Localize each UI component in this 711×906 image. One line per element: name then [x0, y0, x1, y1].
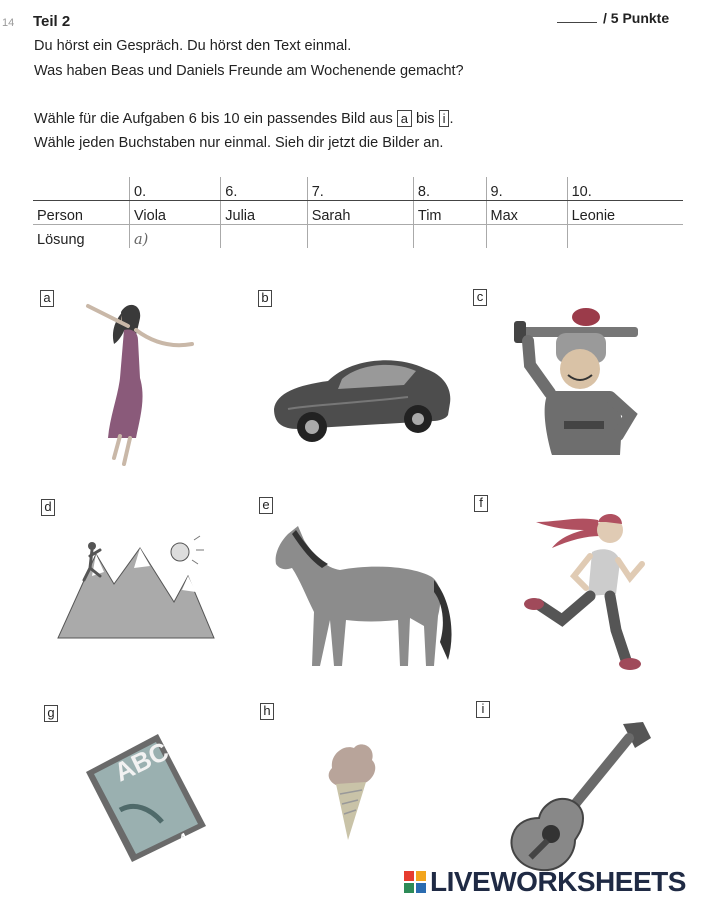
picture-label-b: b [258, 290, 272, 307]
solution-input-10[interactable] [567, 225, 683, 249]
picture-label-e: e [259, 497, 273, 514]
picture-label-c: c [473, 289, 487, 306]
table-row [33, 225, 683, 249]
table-row [33, 201, 683, 225]
ice-cream-image [322, 738, 382, 842]
task-number: 8. [413, 177, 486, 201]
person-name: Sarah [307, 201, 413, 225]
person-label: Person [33, 201, 130, 225]
guitar-image [505, 718, 655, 874]
instruction-line-4: Wähle jeden Buchstaben nur einmal. Sieh dir jetzt die Bilder an. [34, 135, 444, 151]
instruction-line-1: Du hörst ein Gespräch. Du hörst den Text einmal. [34, 38, 352, 54]
person-name: Max [486, 201, 567, 225]
person-name: Leonie [567, 201, 683, 225]
car-image [268, 345, 454, 445]
knight-image [510, 305, 645, 465]
picture-label-f: f [474, 495, 488, 512]
task-number: 9. [486, 177, 567, 201]
svg-text:ABC: ABC [109, 735, 174, 788]
table-row [33, 177, 683, 201]
picture-label-a: a [40, 290, 54, 307]
table-cell [33, 177, 130, 201]
picture-label-g: g [44, 705, 58, 722]
solution-input-6[interactable] [221, 225, 307, 249]
section-title: Teil 2 [33, 13, 71, 30]
box-letter-to: i [439, 110, 450, 127]
instruction-line-3 [34, 110, 454, 127]
answer-table [33, 177, 683, 248]
liveworksheets-logo-icon [404, 868, 426, 890]
task-number: 7. [307, 177, 413, 201]
instruction-line-2: Was haben Beas und Daniels Freunde am Wochenende gemacht? [34, 63, 464, 79]
book-image [80, 730, 210, 865]
picture-label-d: d [41, 499, 55, 516]
solution-input-9[interactable] [486, 225, 567, 249]
points-field [557, 10, 669, 26]
picture-label-i: i [476, 701, 490, 718]
brand-footer [404, 866, 686, 898]
points-blank[interactable] [557, 22, 597, 23]
page-number: 14 [2, 17, 15, 29]
mountain-climber-image [56, 532, 216, 640]
points-label: / 5 Punkte [603, 10, 670, 26]
instruction-text: Wähle für die Aufgaben 6 bis 10 ein passendes Bild aus [34, 111, 393, 127]
instruction-period: . [449, 111, 454, 127]
box-letter-from: a [397, 110, 412, 127]
horse-image [270, 522, 460, 670]
solution-input-7[interactable] [307, 225, 413, 249]
task-number: 0. [130, 177, 221, 201]
person-name: Julia [221, 201, 307, 225]
dancing-woman-image [80, 298, 200, 470]
brand-text: LIVEWORKSHEETS [430, 866, 686, 897]
task-number: 6. [221, 177, 307, 201]
solution-label: Lösung [37, 232, 85, 248]
task-number: 10. [567, 177, 683, 201]
running-girl-image [518, 500, 648, 675]
person-name: Tim [413, 201, 486, 225]
solution-example: a) [130, 225, 221, 249]
person-name: Viola [130, 201, 221, 225]
instruction-bis: bis [416, 111, 435, 127]
solution-input-8[interactable] [413, 225, 486, 249]
svg-text:4: 4 [176, 830, 192, 850]
picture-label-h: h [260, 703, 274, 720]
